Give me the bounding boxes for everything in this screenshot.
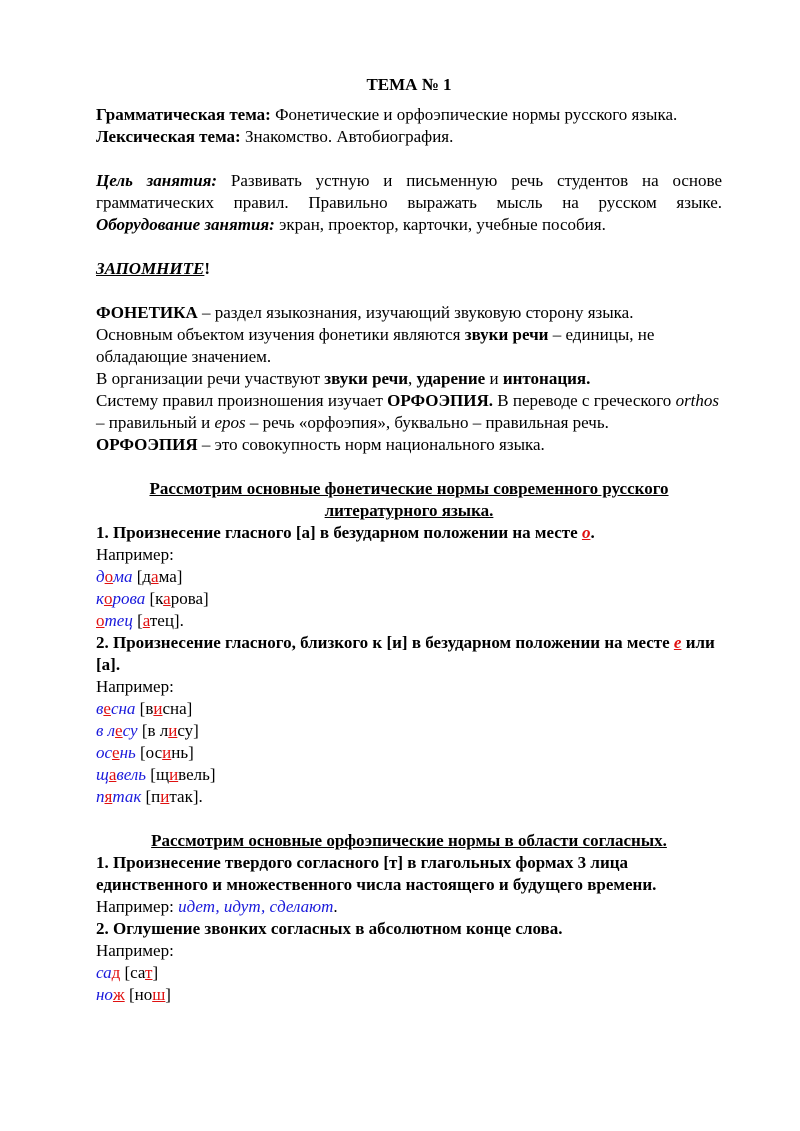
rule1-examples [96, 566, 722, 632]
example-word [96, 743, 136, 762]
transcription-part: [ос [135, 743, 163, 762]
section2-rule1 [96, 852, 722, 896]
sys-bold: ОРФОЭПИЯ. [387, 391, 494, 410]
example-word [96, 699, 135, 718]
example-word-accent: о [96, 611, 105, 630]
transcription-accent: и [160, 787, 170, 806]
example-word-part: сна [110, 699, 136, 718]
transcription-accent: а [142, 611, 150, 630]
transcription-accent: т [145, 963, 153, 982]
transcription-part: нь] [171, 743, 194, 762]
for-example-1: Например: [96, 545, 174, 564]
transcription-part: ма] [158, 567, 183, 586]
phonetics-object-bold: звуки речи [464, 325, 549, 344]
example-line [96, 698, 722, 720]
page-title: ТЕМА № 1 [366, 75, 452, 94]
lexical-topic-label: Лексическая тема: [96, 127, 241, 146]
example-word [96, 567, 132, 586]
orthoepy-term: ОРФОЭПИЯ [96, 435, 198, 454]
speech-org-b2: ударение [416, 369, 486, 388]
phonetics-term: ФОНЕТИКА [96, 303, 198, 322]
example-line [96, 984, 722, 1006]
speech-org-c2: и [485, 369, 503, 388]
grammar-topic [96, 104, 722, 126]
transcription-part: сна] [162, 699, 193, 718]
speech-org-c1: , [408, 369, 417, 388]
transcription-part: су] [177, 721, 199, 740]
section2-rule1-example [96, 896, 722, 918]
example-word-accent: о [103, 589, 113, 608]
s2-rule2-text: 2. Оглушение звонких согласных в абсолютном конце слова. [96, 919, 563, 938]
example-word-part: ма [113, 567, 133, 586]
example-line [96, 962, 722, 984]
example-word-part: су [122, 721, 138, 740]
equipment-label: Оборудование занятия: [96, 215, 275, 234]
lesson-goal-label: Цель занятия: [96, 171, 218, 190]
s2-example-words: идет, идут, сделают [178, 897, 334, 916]
transcription-accent: а [163, 589, 171, 608]
s2-example-end: . [333, 897, 338, 916]
section1-rule2 [96, 632, 722, 676]
section2-heading: Рассмотрим основные орфоэпические нормы в области согласных. [151, 831, 667, 850]
example-transcription [138, 721, 199, 740]
transcription-part: [к [145, 589, 164, 608]
example-word-part: вель [116, 765, 147, 784]
example-transcription [125, 985, 171, 1004]
orthoepy-def: – это совокупность норм национального языка. [197, 435, 545, 454]
example-word-part: нь [119, 743, 136, 762]
section1-rule1 [96, 522, 722, 544]
transcription-part: [но [124, 985, 153, 1004]
example-line [96, 588, 722, 610]
example-word-part: са [96, 963, 112, 982]
lesson-goal [96, 170, 722, 236]
s2-examples [96, 962, 722, 1006]
example-word-part: щ [96, 765, 109, 784]
sys-start: Систему правил произношения изучает [96, 391, 388, 410]
example-word-accent: о [104, 567, 114, 586]
transcription-accent: ш [152, 985, 166, 1004]
phonetics-object-start: Основным объектом изучения фонетики являются [96, 325, 465, 344]
example-transcription [120, 963, 158, 982]
transcription-part: [п [141, 787, 161, 806]
example-transcription [141, 787, 202, 806]
example-word-accent: е [112, 743, 120, 762]
example-transcription [135, 699, 192, 718]
lesson-goal-text: Развивать устную и письменную речь студентов на основе грамматических правил. Правильно выражать мысль на русском языке. [96, 171, 722, 212]
transcription-part: [д [132, 567, 152, 586]
rule1-text: 1. Произнесение гласного [а] в безударном положении на месте [96, 523, 582, 542]
orthoepy-system [96, 390, 722, 434]
example-word [96, 721, 138, 740]
transcription-part: вель] [178, 765, 216, 784]
speech-org-b1: звуки речи [324, 369, 409, 388]
remember-mark: ! [204, 259, 211, 278]
s2-rule1-text: 1. Произнесение твердого согласного [т] в глагольных формах 3 лица единственного и множественного числа настоящего и будущего времени. [96, 853, 657, 894]
transcription-part: [ [132, 611, 143, 630]
transcription-part: тец]. [149, 611, 184, 630]
example-word-accent: д [111, 963, 121, 982]
transcription-part: ] [152, 963, 159, 982]
example-word [96, 787, 141, 806]
rule2-examples [96, 698, 722, 808]
transcription-part: [щ [146, 765, 170, 784]
example-word-part: д [96, 567, 105, 586]
orthoepy-definition [96, 434, 722, 456]
example-word-part: ос [96, 743, 113, 762]
example-transcription [136, 743, 194, 762]
section2-rule2 [96, 918, 722, 940]
transcription-part: [в л [137, 721, 169, 740]
phonetics-object [96, 324, 722, 368]
example-word-accent: е [115, 721, 123, 740]
lexical-topic-text: Знакомство. Автобиография. [240, 127, 454, 146]
transcription-accent: и [162, 743, 172, 762]
example-word-part: п [96, 787, 105, 806]
example-transcription [145, 589, 208, 608]
remember-label: ЗАПОМНИТЕ [96, 259, 205, 278]
example-word-part: к [96, 589, 104, 608]
example-transcription [132, 567, 182, 586]
example-line [96, 742, 722, 764]
example-word [96, 589, 145, 608]
transcription-accent: и [168, 721, 178, 740]
transcription-accent: и [169, 765, 179, 784]
example-word-part: так [112, 787, 142, 806]
example-word-accent: е [103, 699, 111, 718]
equipment-text: экран, проектор, карточки, учебные пособия. [274, 215, 606, 234]
transcription-part: рова] [170, 589, 209, 608]
remember-heading [96, 258, 722, 280]
transcription-part: [в [135, 699, 154, 718]
example-word-accent: а [108, 765, 117, 784]
example-word-part: тец [104, 611, 133, 630]
rule2-letter: е [673, 633, 682, 652]
for-example-3: Например: [96, 941, 174, 960]
example-transcription [146, 765, 216, 784]
example-transcription [133, 611, 184, 630]
transcription-part: так]. [169, 787, 203, 806]
example-line [96, 610, 722, 632]
example-line [96, 720, 722, 742]
orthos-word: orthos [675, 391, 720, 410]
example-word-accent: ж [112, 985, 125, 1004]
transcription-part: [са [120, 963, 146, 982]
phonetics-definition [96, 302, 722, 324]
sys-end: – речь «орфоэпия», буквально – правильная речь. [245, 413, 609, 432]
example-word [96, 985, 125, 1004]
example-word-part: но [96, 985, 113, 1004]
for-example-2: Например: [96, 677, 174, 696]
example-word [96, 963, 120, 982]
example-word-part: рова [112, 589, 146, 608]
speech-organization [96, 368, 722, 390]
document-page [96, 74, 722, 1006]
example-word [96, 765, 146, 784]
epos-word: epos [214, 413, 246, 432]
example-line [96, 566, 722, 588]
example-word-accent: я [104, 787, 113, 806]
s2-example-label: Например: [96, 897, 179, 916]
phonetics-def: – раздел языкознания, изучающий звуковую сторону языка. [197, 303, 634, 322]
transcription-part: ] [165, 985, 171, 1004]
phonetics-object-end: – единицы, не обладающие значением. [96, 325, 655, 366]
example-word-part: в л [96, 721, 116, 740]
example-word-part: в [96, 699, 104, 718]
section1-heading: Рассмотрим основные фонетические нормы современного русского литературного языка. [149, 479, 669, 520]
rule1-letter: о [581, 523, 591, 542]
rule2-end: или [а]. [96, 633, 715, 674]
lexical-topic [96, 126, 722, 148]
transcription-accent: а [151, 567, 159, 586]
rule2-text: 2. Произнесение гласного, близкого к [и] в безударном положении на месте [96, 633, 674, 652]
transcription-accent: и [153, 699, 163, 718]
speech-org-b3: интонация. [502, 369, 591, 388]
grammar-topic-text: Фонетические и орфоэпические нормы русского языка. [270, 105, 678, 124]
grammar-topic-label: Грамматическая тема: [96, 105, 271, 124]
example-word [96, 611, 133, 630]
rule1-end: . [590, 523, 595, 542]
example-line [96, 764, 722, 786]
sys-mid: В переводе с греческого [493, 391, 676, 410]
sys-mid2: – правильный и [96, 413, 215, 432]
speech-org-start: В организации речи участвуют [96, 369, 325, 388]
example-line [96, 786, 722, 808]
